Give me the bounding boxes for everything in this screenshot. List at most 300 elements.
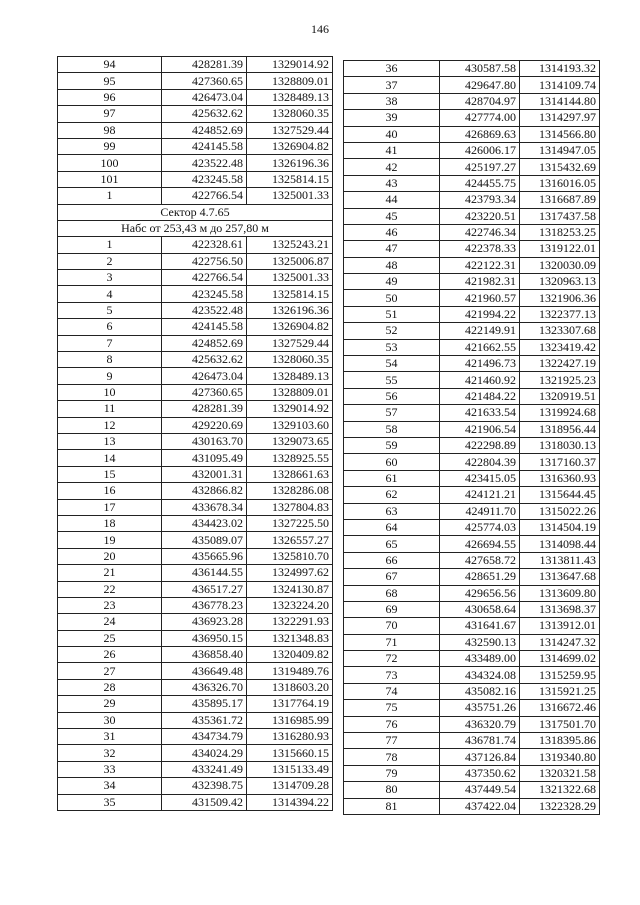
y-coordinate-cell: 1319122.01 <box>520 241 600 257</box>
y-coordinate-cell: 1321322.68 <box>520 782 600 798</box>
x-coordinate-cell: 430163.70 <box>162 433 247 449</box>
x-coordinate-cell: 436950.15 <box>162 630 247 646</box>
point-number-cell: 39 <box>344 110 440 126</box>
x-coordinate-cell: 423220.51 <box>440 208 520 224</box>
table-row <box>58 614 333 630</box>
x-coordinate-cell: 426006.17 <box>440 142 520 158</box>
y-coordinate-cell: 1328809.01 <box>247 73 333 89</box>
table-row <box>344 372 600 388</box>
coordinates-table-left <box>57 56 333 811</box>
y-coordinate-cell: 1323419.42 <box>520 339 600 355</box>
x-coordinate-cell: 421460.92 <box>440 372 520 388</box>
point-number-cell: 77 <box>344 733 440 749</box>
section-note: Сектор 4.7.65 <box>58 204 333 220</box>
table-row <box>344 93 600 109</box>
point-number-cell: 13 <box>58 433 162 449</box>
point-number-cell: 41 <box>344 142 440 158</box>
table-row <box>344 224 600 240</box>
y-coordinate-cell: 1325001.33 <box>247 188 333 204</box>
y-coordinate-cell: 1314699.02 <box>520 651 600 667</box>
point-number-cell: 76 <box>344 716 440 732</box>
x-coordinate-cell: 434734.79 <box>162 729 247 745</box>
y-coordinate-cell: 1314297.97 <box>520 110 600 126</box>
point-number-cell: 35 <box>58 794 162 810</box>
point-number-cell: 34 <box>58 778 162 794</box>
table-row <box>344 634 600 650</box>
x-coordinate-cell: 426473.04 <box>162 368 247 384</box>
table-row <box>58 270 333 286</box>
table-row <box>344 733 600 749</box>
table-row <box>344 61 600 77</box>
table-row <box>344 126 600 142</box>
point-number-cell: 95 <box>58 73 162 89</box>
table-row <box>58 57 333 73</box>
x-coordinate-cell: 436649.48 <box>162 663 247 679</box>
y-coordinate-cell: 1315660.15 <box>247 745 333 761</box>
y-coordinate-cell: 1324997.62 <box>247 565 333 581</box>
table-row <box>344 470 600 486</box>
x-coordinate-cell: 423245.58 <box>162 286 247 302</box>
table-row <box>344 716 600 732</box>
y-coordinate-cell: 1318603.20 <box>247 679 333 695</box>
point-number-cell: 60 <box>344 454 440 470</box>
x-coordinate-cell: 435751.26 <box>440 700 520 716</box>
x-coordinate-cell: 422149.91 <box>440 323 520 339</box>
y-coordinate-cell: 1320321.58 <box>520 765 600 781</box>
table-row <box>58 794 333 810</box>
table-row <box>58 368 333 384</box>
x-coordinate-cell: 436517.27 <box>162 581 247 597</box>
y-coordinate-cell: 1326557.27 <box>247 532 333 548</box>
x-coordinate-cell: 423245.58 <box>162 171 247 187</box>
y-coordinate-cell: 1318030.13 <box>520 437 600 453</box>
table-row <box>58 466 333 482</box>
x-coordinate-cell: 421982.31 <box>440 274 520 290</box>
y-coordinate-cell: 1325814.15 <box>247 286 333 302</box>
table-row <box>344 601 600 617</box>
y-coordinate-cell: 1316985.99 <box>247 712 333 728</box>
x-coordinate-cell: 430658.64 <box>440 601 520 617</box>
table-row <box>58 729 333 745</box>
point-number-cell: 100 <box>58 155 162 171</box>
table-row <box>344 290 600 306</box>
point-number-cell: 22 <box>58 581 162 597</box>
y-coordinate-cell: 1318956.44 <box>520 421 600 437</box>
point-number-cell: 7 <box>58 335 162 351</box>
point-number-cell: 53 <box>344 339 440 355</box>
point-number-cell: 36 <box>344 61 440 77</box>
y-coordinate-cell: 1315921.25 <box>520 683 600 699</box>
x-coordinate-cell: 422122.31 <box>440 257 520 273</box>
table-row <box>58 450 333 466</box>
x-coordinate-cell: 436858.40 <box>162 647 247 663</box>
x-coordinate-cell: 436320.79 <box>440 716 520 732</box>
table-row <box>344 175 600 191</box>
y-coordinate-cell: 1319489.76 <box>247 663 333 679</box>
table-row <box>58 647 333 663</box>
x-coordinate-cell: 433489.00 <box>440 651 520 667</box>
table-row <box>344 323 600 339</box>
table-row <box>58 302 333 318</box>
point-number-cell: 10 <box>58 384 162 400</box>
point-number-cell: 73 <box>344 667 440 683</box>
point-number-cell: 6 <box>58 319 162 335</box>
table-row <box>344 700 600 716</box>
table-row <box>58 745 333 761</box>
point-number-cell: 71 <box>344 634 440 650</box>
point-number-cell: 44 <box>344 192 440 208</box>
section-note-row <box>58 204 333 220</box>
x-coordinate-cell: 426473.04 <box>162 89 247 105</box>
point-number-cell: 15 <box>58 466 162 482</box>
x-coordinate-cell: 430587.58 <box>440 61 520 77</box>
x-coordinate-cell: 425197.27 <box>440 159 520 175</box>
point-number-cell: 74 <box>344 683 440 699</box>
x-coordinate-cell: 423522.48 <box>162 155 247 171</box>
table-row <box>344 683 600 699</box>
section-note-row <box>58 220 333 236</box>
x-coordinate-cell: 435089.07 <box>162 532 247 548</box>
point-number-cell: 49 <box>344 274 440 290</box>
x-coordinate-cell: 424145.58 <box>162 319 247 335</box>
point-number-cell: 62 <box>344 487 440 503</box>
x-coordinate-cell: 423415.05 <box>440 470 520 486</box>
table-row <box>58 237 333 253</box>
table-row <box>344 536 600 552</box>
table-row <box>58 696 333 712</box>
table-row <box>58 548 333 564</box>
page-number: 146 <box>311 22 329 36</box>
table-row <box>58 253 333 269</box>
y-coordinate-cell: 1328661.63 <box>247 466 333 482</box>
y-coordinate-cell: 1328925.55 <box>247 450 333 466</box>
y-coordinate-cell: 1328489.13 <box>247 89 333 105</box>
x-coordinate-cell: 428281.39 <box>162 57 247 73</box>
table-row <box>58 319 333 335</box>
point-number-cell: 98 <box>58 122 162 138</box>
table-row <box>58 73 333 89</box>
y-coordinate-cell: 1315644.45 <box>520 487 600 503</box>
x-coordinate-cell: 436923.28 <box>162 614 247 630</box>
x-coordinate-cell: 433241.49 <box>162 761 247 777</box>
point-number-cell: 52 <box>344 323 440 339</box>
x-coordinate-cell: 424145.58 <box>162 138 247 154</box>
table-row <box>344 142 600 158</box>
table-row <box>344 667 600 683</box>
y-coordinate-cell: 1315022.26 <box>520 503 600 519</box>
point-number-cell: 81 <box>344 798 440 814</box>
y-coordinate-cell: 1314709.28 <box>247 778 333 794</box>
x-coordinate-cell: 421484.22 <box>440 388 520 404</box>
y-coordinate-cell: 1329103.60 <box>247 417 333 433</box>
y-coordinate-cell: 1316672.46 <box>520 700 600 716</box>
x-coordinate-cell: 434423.02 <box>162 515 247 531</box>
point-number-cell: 61 <box>344 470 440 486</box>
point-number-cell: 51 <box>344 306 440 322</box>
point-number-cell: 11 <box>58 401 162 417</box>
y-coordinate-cell: 1325001.33 <box>247 270 333 286</box>
point-number-cell: 65 <box>344 536 440 552</box>
y-coordinate-cell: 1327529.44 <box>247 122 333 138</box>
x-coordinate-cell: 424121.21 <box>440 487 520 503</box>
x-coordinate-cell: 422766.54 <box>162 188 247 204</box>
x-coordinate-cell: 432866.82 <box>162 483 247 499</box>
point-number-cell: 31 <box>58 729 162 745</box>
x-coordinate-cell: 428704.97 <box>440 93 520 109</box>
x-coordinate-cell: 435665.96 <box>162 548 247 564</box>
y-coordinate-cell: 1329014.92 <box>247 401 333 417</box>
table-row <box>58 630 333 646</box>
y-coordinate-cell: 1328489.13 <box>247 368 333 384</box>
x-coordinate-cell: 424852.69 <box>162 122 247 138</box>
table-row <box>344 454 600 470</box>
point-number-cell: 18 <box>58 515 162 531</box>
x-coordinate-cell: 421960.57 <box>440 290 520 306</box>
point-number-cell: 33 <box>58 761 162 777</box>
x-coordinate-cell: 436144.55 <box>162 565 247 581</box>
table-row <box>344 421 600 437</box>
point-number-cell: 20 <box>58 548 162 564</box>
table-row <box>344 798 600 814</box>
x-coordinate-cell: 422746.34 <box>440 224 520 240</box>
y-coordinate-cell: 1314566.80 <box>520 126 600 142</box>
table-row <box>58 106 333 122</box>
y-coordinate-cell: 1316360.93 <box>520 470 600 486</box>
y-coordinate-cell: 1317764.19 <box>247 696 333 712</box>
x-coordinate-cell: 424852.69 <box>162 335 247 351</box>
table-row <box>58 335 333 351</box>
x-coordinate-cell: 431509.42 <box>162 794 247 810</box>
table-row <box>344 208 600 224</box>
y-coordinate-cell: 1320963.13 <box>520 274 600 290</box>
point-number-cell: 78 <box>344 749 440 765</box>
x-coordinate-cell: 421496.73 <box>440 356 520 372</box>
x-coordinate-cell: 421906.54 <box>440 421 520 437</box>
y-coordinate-cell: 1319924.68 <box>520 405 600 421</box>
x-coordinate-cell: 427658.72 <box>440 552 520 568</box>
x-coordinate-cell: 429647.80 <box>440 77 520 93</box>
point-number-cell: 23 <box>58 597 162 613</box>
table-row <box>344 519 600 535</box>
y-coordinate-cell: 1322328.29 <box>520 798 600 814</box>
y-coordinate-cell: 1325814.15 <box>247 171 333 187</box>
y-coordinate-cell: 1316016.05 <box>520 175 600 191</box>
x-coordinate-cell: 435895.17 <box>162 696 247 712</box>
point-number-cell: 4 <box>58 286 162 302</box>
y-coordinate-cell: 1327529.44 <box>247 335 333 351</box>
point-number-cell: 27 <box>58 663 162 679</box>
point-number-cell: 19 <box>58 532 162 548</box>
x-coordinate-cell: 422804.39 <box>440 454 520 470</box>
table-row <box>58 565 333 581</box>
y-coordinate-cell: 1317501.70 <box>520 716 600 732</box>
point-number-cell: 47 <box>344 241 440 257</box>
y-coordinate-cell: 1318395.86 <box>520 733 600 749</box>
table-row <box>344 487 600 503</box>
point-number-cell: 12 <box>58 417 162 433</box>
x-coordinate-cell: 437126.84 <box>440 749 520 765</box>
point-number-cell: 68 <box>344 585 440 601</box>
x-coordinate-cell: 421994.22 <box>440 306 520 322</box>
x-coordinate-cell: 422378.33 <box>440 241 520 257</box>
x-coordinate-cell: 421662.55 <box>440 339 520 355</box>
point-number-cell: 46 <box>344 224 440 240</box>
table-row <box>344 782 600 798</box>
point-number-cell: 43 <box>344 175 440 191</box>
y-coordinate-cell: 1320030.09 <box>520 257 600 273</box>
point-number-cell: 29 <box>58 696 162 712</box>
point-number-cell: 38 <box>344 93 440 109</box>
x-coordinate-cell: 432001.31 <box>162 466 247 482</box>
point-number-cell: 1 <box>58 188 162 204</box>
y-coordinate-cell: 1313647.68 <box>520 569 600 585</box>
x-coordinate-cell: 428651.29 <box>440 569 520 585</box>
x-coordinate-cell: 436326.70 <box>162 679 247 695</box>
table-row <box>58 352 333 368</box>
point-number-cell: 55 <box>344 372 440 388</box>
table-row <box>58 761 333 777</box>
table-row <box>58 188 333 204</box>
x-coordinate-cell: 432590.13 <box>440 634 520 650</box>
table-row <box>344 159 600 175</box>
y-coordinate-cell: 1313609.80 <box>520 585 600 601</box>
x-coordinate-cell: 423793.34 <box>440 192 520 208</box>
x-coordinate-cell: 423522.48 <box>162 302 247 318</box>
table-row <box>344 110 600 126</box>
table-row <box>344 274 600 290</box>
table-row <box>344 405 600 421</box>
point-number-cell: 8 <box>58 352 162 368</box>
y-coordinate-cell: 1316687.89 <box>520 192 600 208</box>
y-coordinate-cell: 1329073.65 <box>247 433 333 449</box>
y-coordinate-cell: 1323307.68 <box>520 323 600 339</box>
point-number-cell: 96 <box>58 89 162 105</box>
x-coordinate-cell: 427360.65 <box>162 73 247 89</box>
x-coordinate-cell: 436781.74 <box>440 733 520 749</box>
y-coordinate-cell: 1316280.93 <box>247 729 333 745</box>
table-row <box>344 651 600 667</box>
y-coordinate-cell: 1328060.35 <box>247 352 333 368</box>
point-number-cell: 54 <box>344 356 440 372</box>
y-coordinate-cell: 1315432.69 <box>520 159 600 175</box>
table-row <box>58 433 333 449</box>
y-coordinate-cell: 1326196.36 <box>247 155 333 171</box>
x-coordinate-cell: 427774.00 <box>440 110 520 126</box>
point-number-cell: 50 <box>344 290 440 306</box>
point-number-cell: 59 <box>344 437 440 453</box>
table-row <box>58 401 333 417</box>
point-number-cell: 32 <box>58 745 162 761</box>
table-row <box>58 597 333 613</box>
table-row <box>58 286 333 302</box>
point-number-cell: 45 <box>344 208 440 224</box>
y-coordinate-cell: 1313811.43 <box>520 552 600 568</box>
y-coordinate-cell: 1313912.01 <box>520 618 600 634</box>
x-coordinate-cell: 435082.16 <box>440 683 520 699</box>
table-row <box>58 483 333 499</box>
y-coordinate-cell: 1314947.05 <box>520 142 600 158</box>
table-row <box>58 417 333 433</box>
y-coordinate-cell: 1328809.01 <box>247 384 333 400</box>
table-row <box>344 503 600 519</box>
y-coordinate-cell: 1314109.74 <box>520 77 600 93</box>
y-coordinate-cell: 1314098.44 <box>520 536 600 552</box>
x-coordinate-cell: 437350.62 <box>440 765 520 781</box>
y-coordinate-cell: 1321906.36 <box>520 290 600 306</box>
y-coordinate-cell: 1322291.93 <box>247 614 333 630</box>
table-row <box>58 515 333 531</box>
table-row <box>58 122 333 138</box>
x-coordinate-cell: 431095.49 <box>162 450 247 466</box>
table-row <box>58 679 333 695</box>
point-number-cell: 42 <box>344 159 440 175</box>
point-number-cell: 70 <box>344 618 440 634</box>
table-row <box>344 749 600 765</box>
x-coordinate-cell: 429656.56 <box>440 585 520 601</box>
table-row <box>58 712 333 728</box>
y-coordinate-cell: 1324130.87 <box>247 581 333 597</box>
x-coordinate-cell: 429220.69 <box>162 417 247 433</box>
y-coordinate-cell: 1314504.19 <box>520 519 600 535</box>
table-row <box>58 499 333 515</box>
y-coordinate-cell: 1325006.87 <box>247 253 333 269</box>
y-coordinate-cell: 1314193.32 <box>520 61 600 77</box>
point-number-cell: 56 <box>344 388 440 404</box>
y-coordinate-cell: 1315259.95 <box>520 667 600 683</box>
x-coordinate-cell: 428281.39 <box>162 401 247 417</box>
y-coordinate-cell: 1327804.83 <box>247 499 333 515</box>
x-coordinate-cell: 424911.70 <box>440 503 520 519</box>
point-number-cell: 5 <box>58 302 162 318</box>
point-number-cell: 37 <box>344 77 440 93</box>
y-coordinate-cell: 1321348.83 <box>247 630 333 646</box>
y-coordinate-cell: 1319340.80 <box>520 749 600 765</box>
coordinates-table-right <box>343 60 600 815</box>
y-coordinate-cell: 1322427.19 <box>520 356 600 372</box>
table-row <box>344 241 600 257</box>
x-coordinate-cell: 435361.72 <box>162 712 247 728</box>
point-number-cell: 2 <box>58 253 162 269</box>
point-number-cell: 66 <box>344 552 440 568</box>
table-row <box>58 581 333 597</box>
table-row <box>344 552 600 568</box>
table-row <box>58 663 333 679</box>
x-coordinate-cell: 426869.63 <box>440 126 520 142</box>
y-coordinate-cell: 1325810.70 <box>247 548 333 564</box>
table-row <box>344 77 600 93</box>
point-number-cell: 101 <box>58 171 162 187</box>
y-coordinate-cell: 1329014.92 <box>247 57 333 73</box>
x-coordinate-cell: 421633.54 <box>440 405 520 421</box>
x-coordinate-cell: 434024.29 <box>162 745 247 761</box>
point-number-cell: 99 <box>58 138 162 154</box>
table-row <box>58 155 333 171</box>
x-coordinate-cell: 436778.23 <box>162 597 247 613</box>
point-number-cell: 63 <box>344 503 440 519</box>
y-coordinate-cell: 1328060.35 <box>247 106 333 122</box>
y-coordinate-cell: 1314144.80 <box>520 93 600 109</box>
table-row <box>58 89 333 105</box>
x-coordinate-cell: 437422.04 <box>440 798 520 814</box>
table-row <box>344 339 600 355</box>
y-coordinate-cell: 1315133.49 <box>247 761 333 777</box>
point-number-cell: 24 <box>58 614 162 630</box>
x-coordinate-cell: 422328.61 <box>162 237 247 253</box>
y-coordinate-cell: 1314247.32 <box>520 634 600 650</box>
y-coordinate-cell: 1317437.58 <box>520 208 600 224</box>
point-number-cell: 26 <box>58 647 162 663</box>
table-row <box>344 618 600 634</box>
